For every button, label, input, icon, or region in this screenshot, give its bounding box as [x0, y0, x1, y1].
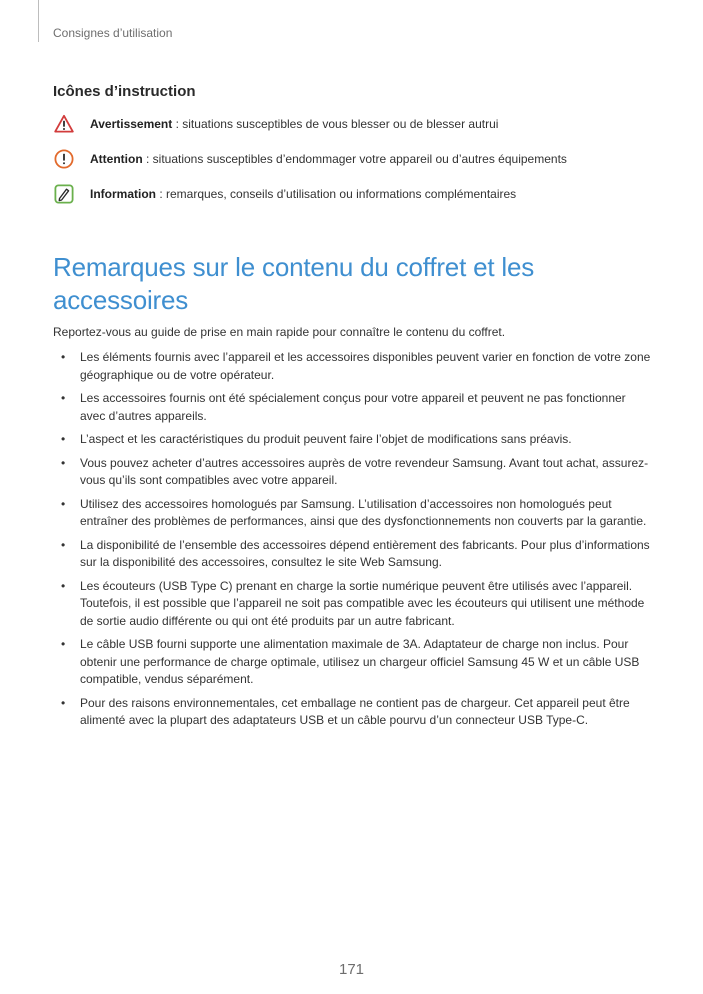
section-intro: Reportez-vous au guide de prise en main rapide pour connaître le contenu du coffret.: [53, 325, 506, 339]
caution-description: : situations susceptibles d’endommager votre appareil ou d’autres équipements: [142, 152, 567, 166]
warning-triangle-icon: [54, 114, 74, 134]
bullet-icon: •: [61, 391, 66, 405]
list-item: [53, 431, 653, 449]
header-divider: [38, 0, 39, 42]
instruction-icons-title: Icônes d’instruction: [53, 83, 196, 100]
list-item-text: Vous pouvez acheter d’autres accessoires auprès de votre revendeur Samsung. Avant tout achat, assurez-vous qu’ils sont compatibles avec votre appareil.: [80, 455, 649, 487]
instruction-item-caution: [53, 149, 673, 171]
bullet-icon: •: [61, 637, 66, 651]
section-title: [53, 251, 653, 317]
section-title-line-1: Remarques sur le contenu du coffret et les: [53, 252, 535, 282]
warning-description: : situations susceptibles de vous blesser ou de blesser autrui: [172, 117, 499, 131]
caution-term: Attention: [90, 152, 143, 166]
bullet-icon: •: [61, 455, 66, 470]
list-item: [53, 349, 653, 384]
list-item-text: Utilisez des accessoires homologués par Samsung. L’utilisation d’accessoires non homologués peut entraîner des problèmes de performances, ainsi que des dysfonctionnements non couverts par la garantie.: [80, 496, 647, 528]
bullet-icon: •: [61, 350, 66, 364]
list-item: [53, 496, 653, 531]
list-item-text: La disponibilité de l’ensemble des accessoires dépend entièrement des fabricants. Pour plus d’informations sur la disponibilité des accessoires, consultez le site Web Samsung.: [80, 537, 650, 569]
warning-term: Avertissement: [90, 117, 173, 131]
list-item: [53, 455, 653, 490]
information-term: Information: [90, 187, 156, 201]
bullet-icon: •: [61, 496, 66, 511]
list-item-text: Pour des raisons environnementales, cet emballage ne contient pas de chargeur. Cet appareil peut être alimenté avec la plupart des adaptateurs USB et un câble pourvu d’un connecteur USB Type-C.: [80, 695, 630, 727]
bullet-icon: •: [61, 695, 66, 710]
list-item-text: Les éléments fournis avec l’appareil et les accessoires disponibles peuvent varier en fonction de votre zone géographique ou de votre opérateur.: [80, 350, 651, 382]
bullet-icon: •: [61, 537, 66, 552]
list-item: [53, 390, 653, 425]
bullet-icon: •: [61, 578, 66, 593]
section-title-line-2: accessoires: [53, 285, 189, 315]
list-item: [53, 537, 653, 572]
information-description: : remarques, conseils d’utilisation ou informations complémentaires: [156, 187, 517, 201]
list-item-text: L’aspect et les caractéristiques du produit peuvent faire l’objet de modifications sans préavis.: [80, 432, 572, 446]
instruction-item-information: [53, 184, 673, 206]
list-item-text: Les écouteurs (USB Type C) prenant en charge la sortie numérique peuvent être utilisés avec l’appareil. Toutefois, il est possible que l’appareil ne soit pas compatible avec les écouteurs qui utilisent une méthode de sortie audio différente ou qui ont été produits par un autre fabricant.: [80, 578, 645, 628]
bullet-icon: •: [61, 432, 66, 446]
list-item-text: Le câble USB fourni supporte une alimentation maximale de 3A. Adaptateur de charge non inclus. Pour obtenir une performance de charge optimale, utilisez un chargeur officiel Samsung 45 W et un câble USB compatible, vendus séparément.: [80, 637, 640, 686]
notes-list: [53, 349, 653, 736]
instruction-item-warning: [53, 114, 673, 136]
list-item-text: Les accessoires fournis ont été spécialement conçus pour votre appareil et peuvent ne pas fonctionner avec d’autres appareils.: [80, 391, 626, 423]
list-item: [53, 636, 653, 689]
list-item: [53, 578, 653, 631]
header-section-label: Consignes d’utilisation: [53, 26, 173, 40]
list-item: [53, 695, 653, 730]
page-number: 171: [338, 961, 365, 978]
caution-circle-icon: [54, 149, 74, 169]
info-note-icon: [54, 184, 74, 204]
